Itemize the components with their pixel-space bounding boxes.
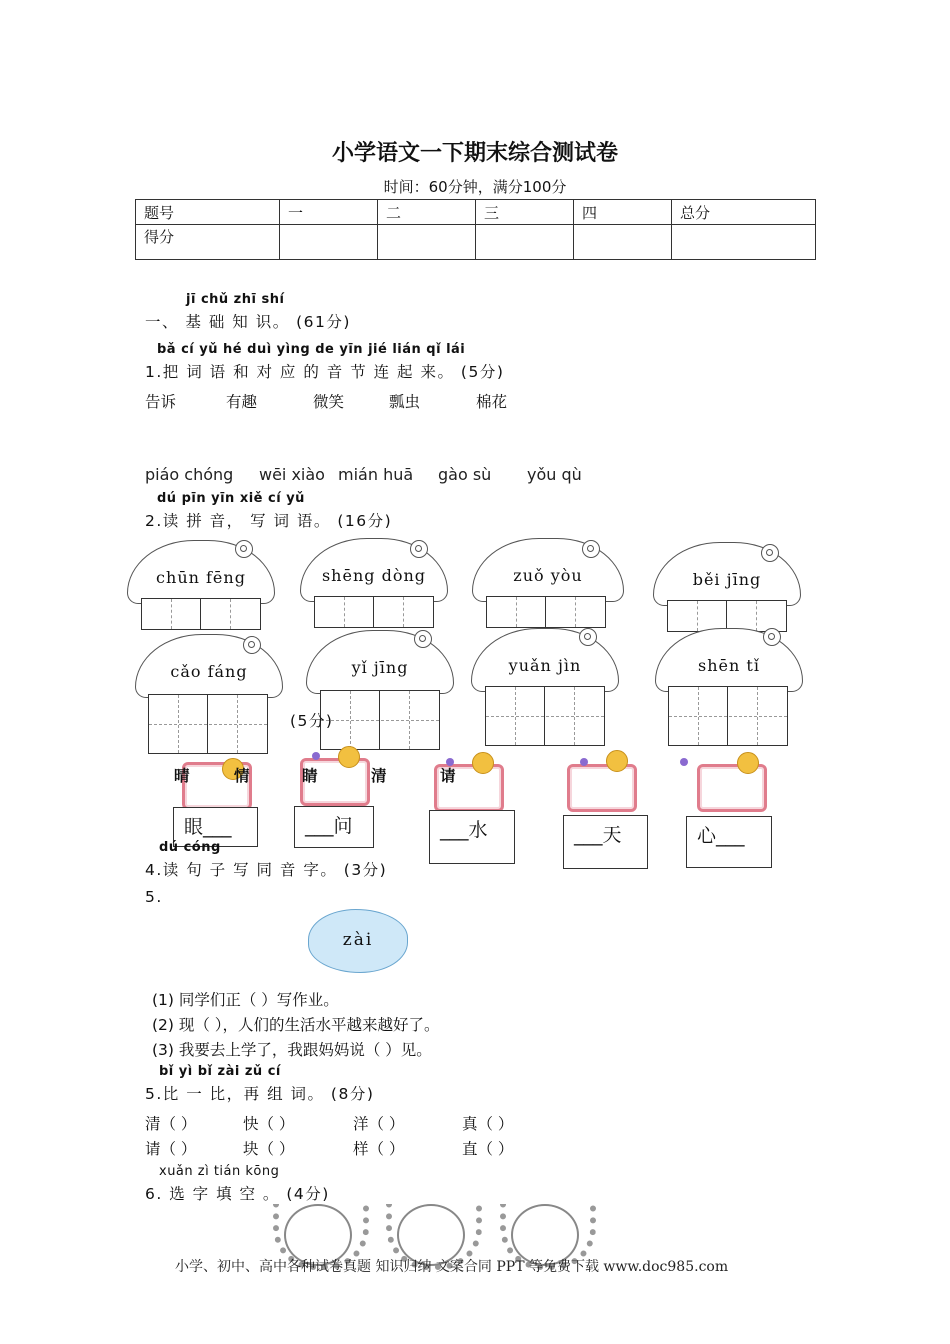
fill-box[interactable]: ___水	[429, 810, 515, 864]
q5b-text: 5.比 一 比，再 组 词。 (8分)	[145, 1085, 375, 1103]
q2-text: 2.读 拼 音， 写 词 语。 (16分)	[145, 512, 393, 530]
table-cell: 题号	[136, 200, 280, 225]
q5-sentence[interactable]: (3) 我要去上学了，我跟妈妈说（ ）见。	[152, 1041, 432, 1059]
q5-sentence[interactable]: (1) 同学们正（ ）写作业。	[152, 991, 339, 1009]
table-cell: 三	[475, 200, 573, 225]
flower-icon	[763, 628, 781, 646]
bear-icon	[737, 752, 759, 774]
flower-icon	[761, 544, 779, 562]
q3-char: 晴	[174, 767, 190, 785]
q3-score: (5分)	[290, 712, 334, 730]
bear-icon	[472, 752, 494, 774]
bead-icon	[680, 758, 688, 766]
q1-pinyin: bǎ cí yǔ hé duì yìng de yīn jié lián qǐ lái	[157, 342, 466, 357]
q5b-item[interactable]: 清（ ）	[145, 1115, 197, 1133]
bear-icon	[338, 746, 360, 768]
writing-grid[interactable]	[485, 686, 605, 746]
q3-char: 睛	[302, 767, 318, 785]
writing-grid[interactable]	[486, 596, 606, 628]
score-input-cell[interactable]	[672, 225, 816, 260]
flower-icon	[414, 630, 432, 648]
q5b-item[interactable]: 快（ ）	[243, 1115, 295, 1133]
q1-word[interactable]: 棉花	[476, 393, 508, 411]
q3-char: 情	[234, 767, 250, 785]
table-row	[136, 200, 816, 225]
q5b-item[interactable]: 真（ ）	[462, 1115, 514, 1133]
q1-word[interactable]: 瓢虫	[389, 393, 421, 411]
q1-pinyin-option[interactable]: piáo chóng	[145, 465, 234, 484]
flower-icon	[235, 540, 253, 558]
table-cell: 一	[279, 200, 377, 225]
flower-icon	[582, 540, 600, 558]
writing-grid[interactable]	[148, 694, 268, 754]
bead-icon	[580, 758, 588, 766]
mushroom-pinyin: běi jīng	[653, 542, 801, 606]
q5b-item[interactable]: 样（ ）	[353, 1140, 405, 1158]
table-cell: 得分	[136, 225, 280, 260]
mushroom-pinyin: yǐ jīng	[306, 630, 454, 694]
score-input-cell[interactable]	[573, 225, 671, 260]
q1-pinyin-option[interactable]: mián huā	[338, 465, 414, 484]
fill-box[interactable]: 眼___	[173, 807, 258, 847]
q5-label: 5.	[145, 888, 163, 906]
section1-pinyin: jī chǔ zhī shí	[186, 292, 285, 307]
picture-frame	[697, 764, 767, 812]
flower-icon	[410, 540, 428, 558]
fill-box[interactable]: ___天	[563, 815, 648, 869]
leaf-pinyin: zài	[308, 909, 408, 973]
mushroom-pinyin: shēn tǐ	[655, 628, 803, 692]
table-row	[136, 225, 816, 260]
score-input-cell[interactable]	[279, 225, 377, 260]
q1-pinyin-option[interactable]: gào sù	[438, 465, 492, 484]
bead-icon	[312, 752, 320, 760]
q5b-pinyin: bǐ yì bǐ zài zǔ cí	[159, 1064, 281, 1079]
mushroom-pinyin: cǎo fáng	[135, 634, 283, 698]
q3-char: 清	[371, 767, 387, 785]
mushroom-pinyin: chūn fēng	[127, 540, 275, 604]
q5-sentence[interactable]: (2) 现（ ），人们的生活水平越来越好了。	[152, 1016, 440, 1034]
q5b-item[interactable]: 直（ ）	[462, 1140, 514, 1158]
mushroom-pinyin: zuǒ yòu	[472, 538, 624, 602]
table-cell: 二	[377, 200, 475, 225]
q1-pinyin-option[interactable]: wēi xiào	[259, 465, 325, 484]
q5b-item[interactable]: 请（ ）	[145, 1140, 197, 1158]
q2-pinyin: dú pīn yīn xiě cí yǔ	[157, 491, 305, 506]
score-input-cell[interactable]	[475, 225, 573, 260]
q1-pinyin-option[interactable]: yǒu qù	[527, 465, 582, 484]
mushroom-pinyin: yuǎn jìn	[471, 628, 619, 692]
writing-grid[interactable]	[320, 690, 440, 750]
fill-box[interactable]: 心___	[686, 816, 772, 868]
table-cell: 总分	[672, 200, 816, 225]
score-table	[135, 199, 816, 260]
q4-pinyin: dú cóng	[159, 840, 221, 855]
q1-text: 1.把 词 语 和 对 应 的 音 节 连 起 来。 (5分)	[145, 363, 505, 381]
section1-heading: 一、 基 础 知 识。 (61分)	[145, 313, 351, 331]
q5b-item[interactable]: 洋（ ）	[353, 1115, 405, 1133]
fill-box[interactable]: ___问	[294, 806, 374, 848]
bear-icon	[606, 750, 628, 772]
writing-grid[interactable]	[668, 686, 788, 746]
footer-text: 小学、初中、高中各种试卷真题 知识归纳 文案合同 PPT 等免费下载 www.doc985.com	[175, 1259, 729, 1275]
score-input-cell[interactable]	[377, 225, 475, 260]
q4-text: 4.读 句 子 写 同 音 字。 (3分)	[145, 861, 388, 879]
q3-char: 请	[440, 767, 456, 785]
q5b-item[interactable]: 块（ ）	[243, 1140, 295, 1158]
page-subtitle: 时间：60分钟，满分100分	[383, 178, 567, 196]
writing-grid[interactable]	[314, 596, 434, 628]
flower-icon	[579, 628, 597, 646]
q6-text: 6. 选 字 填 空 。 (4分)	[145, 1185, 330, 1203]
writing-grid[interactable]	[141, 598, 261, 630]
mushroom-pinyin: shēng dòng	[300, 538, 448, 602]
q6-pinyin: xuǎn zì tián kōng	[159, 1164, 280, 1179]
q1-word[interactable]: 有趣	[226, 393, 258, 411]
page-title: 小学语文一下期末综合测试卷	[331, 141, 618, 166]
picture-frame	[567, 764, 637, 812]
q1-word[interactable]: 微笑	[313, 393, 345, 411]
q1-word[interactable]: 告诉	[145, 393, 177, 411]
table-cell: 四	[573, 200, 671, 225]
flower-icon	[243, 636, 261, 654]
